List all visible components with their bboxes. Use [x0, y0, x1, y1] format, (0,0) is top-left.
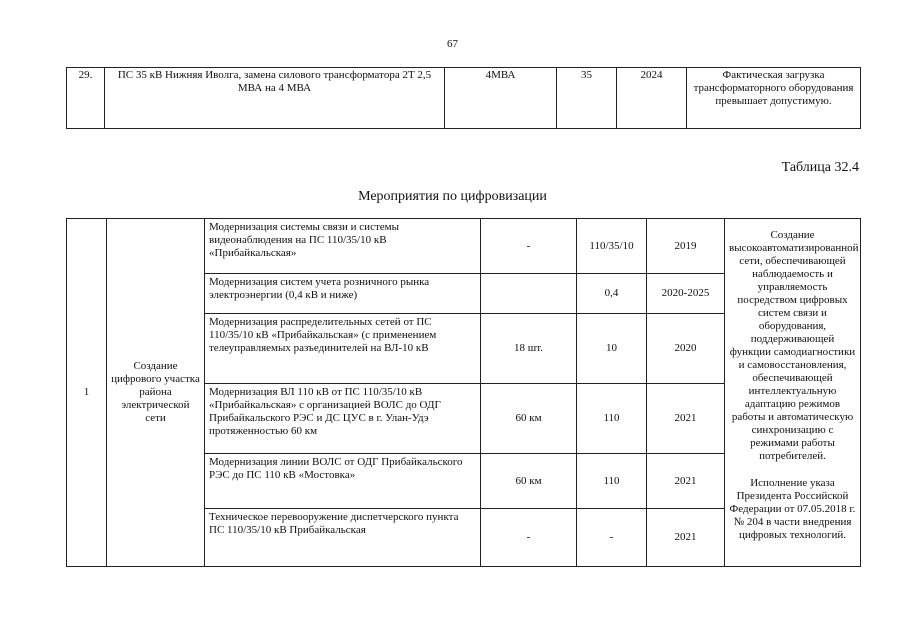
year: 2021 — [647, 454, 725, 509]
note-decree: Исполнение указа Президента Российской Федерации от 07.05.2018 г. № 204 в части внедрения цифровых технологий. — [729, 477, 856, 541]
measure-name: Модернизация ВЛ 110 кВ от ПС 110/35/10 кВ «Прибайкальская» с организацией ВОЛС до ОДГ Прибайкальского РЭС и ДС ЦУС в г. Улан-Удэ протяженностью 60 км — [205, 384, 481, 454]
page-number: 67 — [447, 38, 458, 50]
voltage: 10 — [577, 314, 647, 384]
year: 2020-2025 — [647, 274, 725, 314]
measure-name: Модернизация систем учета розничного рынка электроэнергии (0,4 кВ и ниже) — [205, 274, 481, 314]
row-number: 29. — [67, 68, 105, 129]
measure-name: Техническое перевооружение диспетчерского пункта ПС 110/35/10 кВ Прибайкальская — [205, 509, 481, 567]
year: 2019 — [647, 219, 725, 274]
year: 2020 — [647, 314, 725, 384]
quantity — [481, 274, 577, 314]
voltage: 35 — [557, 68, 617, 129]
year: 2024 — [617, 68, 687, 129]
voltage: 110 — [577, 454, 647, 509]
voltage: 0,4 — [577, 274, 647, 314]
group-name: Создание цифрового участка района электрической сети — [107, 219, 205, 567]
measure-name: Модернизация системы связи и системы видеонаблюдения на ПС 110/35/10 кВ «Прибайкальская» — [205, 219, 481, 274]
table-row — [67, 68, 861, 129]
measure-name: ПС 35 кВ Нижняя Иволга, замена силового трансформатора 2Т 2,5 МВА на 4 МВА — [105, 68, 445, 129]
table-title: Мероприятия по цифровизации — [358, 189, 547, 204]
notes-cell — [725, 219, 861, 567]
year: 2021 — [647, 384, 725, 454]
year: 2021 — [647, 509, 725, 567]
voltage: 110 — [577, 384, 647, 454]
quantity: - — [481, 219, 577, 274]
note-purpose: Создание высокоавтоматизированной сети, обеспечивающей наблюдаемость и управляемость посредством цифровых систем связи и оборудования, поддерживающей функции самодиагностики и самовосстановления, обеспечивающей интеллектуальную адаптацию режимов работы и автоматическую синхронизацию с режимами работы потребителей. — [729, 229, 859, 462]
quantity: - — [481, 509, 577, 567]
digitalization-table — [66, 218, 861, 567]
table-row — [67, 219, 861, 274]
voltage: - — [577, 509, 647, 567]
quantity: 4МВА — [445, 68, 557, 129]
table-caption: Таблица 32.4 — [781, 160, 859, 175]
measure-name: Модернизация линии ВОЛС от ОДГ Прибайкальского РЭС до ПС 110 кВ «Мостовка» — [205, 454, 481, 509]
measure-name: Модернизация распределительных сетей от ПС 110/35/10 кВ «Прибайкальская» (с применением телеуправляемых разъединителей на ВЛ-10 кВ — [205, 314, 481, 384]
voltage: 110/35/10 — [577, 219, 647, 274]
row-number: 1 — [67, 219, 107, 567]
quantity: 60 км — [481, 384, 577, 454]
top-table — [66, 67, 861, 129]
quantity: 18 шт. — [481, 314, 577, 384]
quantity: 60 км — [481, 454, 577, 509]
reason: Фактическая загрузка трансформаторного оборудования превышает допустимую. — [687, 68, 861, 129]
